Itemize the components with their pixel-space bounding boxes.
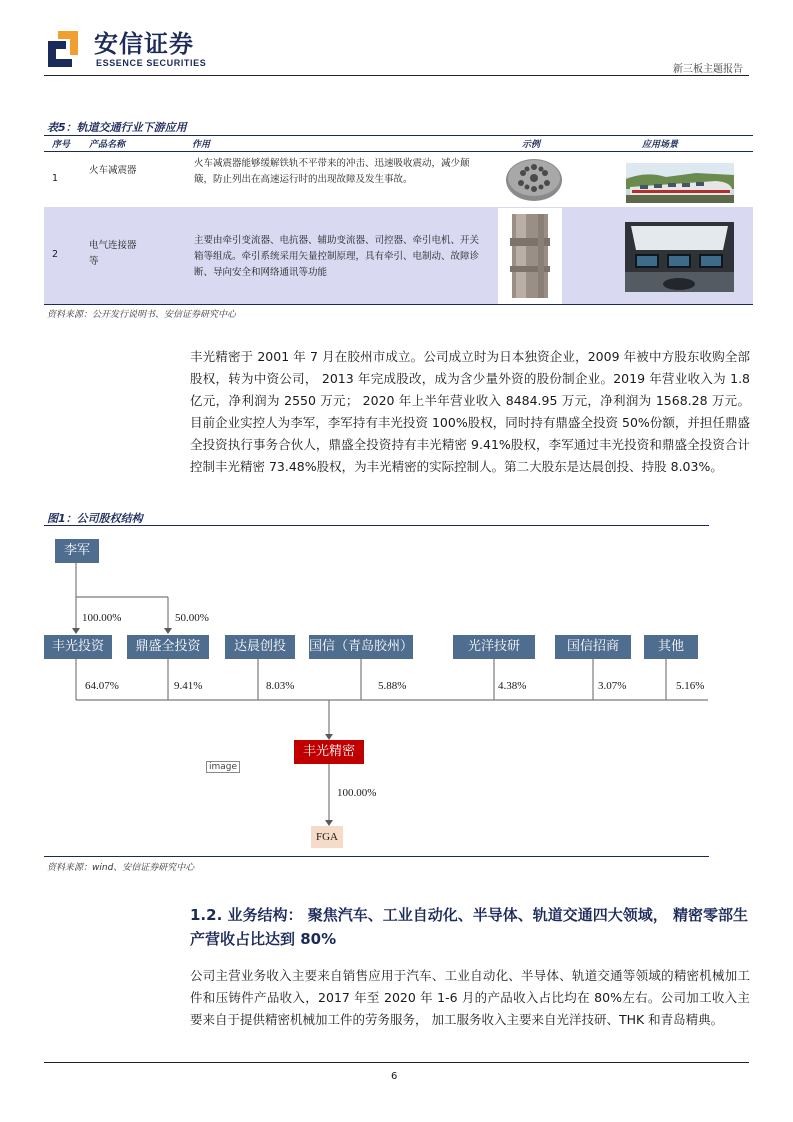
subsidiary-pct: 100.00% [337, 787, 377, 799]
col-header-scene: 应用场景 [642, 140, 679, 150]
page-number: 6 [391, 1071, 398, 1082]
ownership-pct-li-dingsheng: 50.00% [175, 612, 209, 624]
figure-title: 图1：公司股权结构 [47, 512, 143, 525]
shareholder-box: 国信招商 [555, 635, 631, 659]
row-product-name: 火车减震器 [89, 165, 137, 176]
shareholder-box: 达晨创投 [225, 635, 295, 659]
image-placeholder-label: image [206, 761, 240, 773]
shareholder-box: 丰光投资 [44, 635, 112, 659]
shareholder-pct: 8.03% [266, 680, 295, 692]
section-heading: 1.2. 业务结构： 聚焦汽车、工业自动化、半导体、轨道交通四大领域， 精密零部生产营收占比达到 80% [190, 906, 748, 948]
col-header-name: 产品名称 [89, 140, 126, 150]
logo-text-en: ESSENCE SECURITIES [96, 58, 207, 68]
table-title: 表5：轨道交通行业下游应用 [47, 121, 187, 134]
row-number: 2 [52, 249, 59, 260]
shareholder-pct: 64.07% [85, 680, 119, 692]
train-photo [626, 163, 734, 203]
ownership-pct-li-fengguang: 100.00% [82, 612, 122, 624]
row-description: 主要由牵引变流器、电抗器、辅助变流器、司控器、牵引电机、开关箱等组成。牵引系统采用矢量控制原理，具有牵引、电制动、故障诊断、导向安全和网络通讯等功能 [194, 235, 480, 278]
logo-icon [44, 27, 84, 69]
table-source: 资料来源：公开发行说明书、安信证券研究中心 [47, 310, 237, 320]
shareholder-pct: 9.41% [174, 680, 203, 692]
person-li-jun: 李军 [55, 539, 99, 563]
row-number: 1 [52, 173, 59, 184]
company-fengguang-box: 丰光精密 [294, 740, 364, 764]
figure-top-rule [44, 525, 709, 526]
table-header-row [44, 136, 753, 150]
row-product-name: 电气连接器等 [89, 240, 137, 267]
shareholder-box: 鼎盛全投资 [127, 635, 209, 659]
footer-divider [44, 1062, 749, 1063]
table-bottom-rule [44, 304, 753, 305]
logo-text-cn: 安信证券 [94, 30, 194, 58]
row-description: 火车减震器能够缓解铁轨不平带来的冲击、迅速吸收震动，减少颠簸，防止列出在高速运行时的出现故障及发生事故。 [194, 158, 470, 185]
col-header-desc: 作用 [192, 140, 211, 150]
header-divider [44, 75, 749, 76]
cab-photo [625, 222, 734, 292]
company-intro-paragraph: 丰光精密于 2001 年 7 月在胶州市成立。公司成立时为日本独资企业，2009 年被中方股东收购全部股权，转为中资公司， 2013 年完成股改，成为含少量外资的股份制企业。2019 年营业收入为 1.8 亿元，净利润为 2550 万元； 2020 年上半年营业收入 8484.95 万元，净利润为 1568.28 万元。目前企业实控人为李军，李军持有丰光投资 100%股权，同时持有鼎盛全投资 50%份额，并担任鼎盛全投资执行事务合伙人，鼎盛全投资持有丰光精密 9.41%股权，李军通过丰光投资和鼎盛全投资合计控制丰光精密 73.48%股权，为丰光精密的实际控制人。第二大股东是达晨创投、持股 8.03%。 [190, 349, 750, 474]
section-body-paragraph: 公司主营业务收入主要来自销售应用于汽车、工业自动化、半导体、轨道交通等领域的精密机械加工件和压铸件产品收入，2017 年至 2020 年 1-6 月的产品收入占比均在 80%左右。公司加工收入主要来自于提供精密机械加工件的劳务服务， 加工服务收入主要来自光洋技研、THK 和青岛精典。 [190, 968, 750, 1027]
col-header-no: 序号 [52, 140, 71, 150]
connector-photo [498, 208, 562, 304]
shareholder-box: 光洋技研 [453, 635, 535, 659]
shareholder-pct: 5.88% [378, 680, 407, 692]
figure-source: 资料来源：wind、安信证券研究中心 [47, 863, 195, 873]
damper-photo [504, 156, 564, 204]
subsidiary-fga-box: FGA [311, 826, 343, 848]
shareholder-pct: 3.07% [598, 680, 627, 692]
shareholder-pct: 5.16% [676, 680, 705, 692]
figure-bottom-rule [44, 856, 709, 857]
report-type: 新三板主题报告 [673, 64, 743, 75]
col-header-example: 示例 [522, 140, 541, 150]
shareholder-pct: 4.38% [498, 680, 527, 692]
shareholder-box: 其他 [644, 635, 698, 659]
shareholder-box: 国信（青岛胶州） [309, 635, 413, 659]
